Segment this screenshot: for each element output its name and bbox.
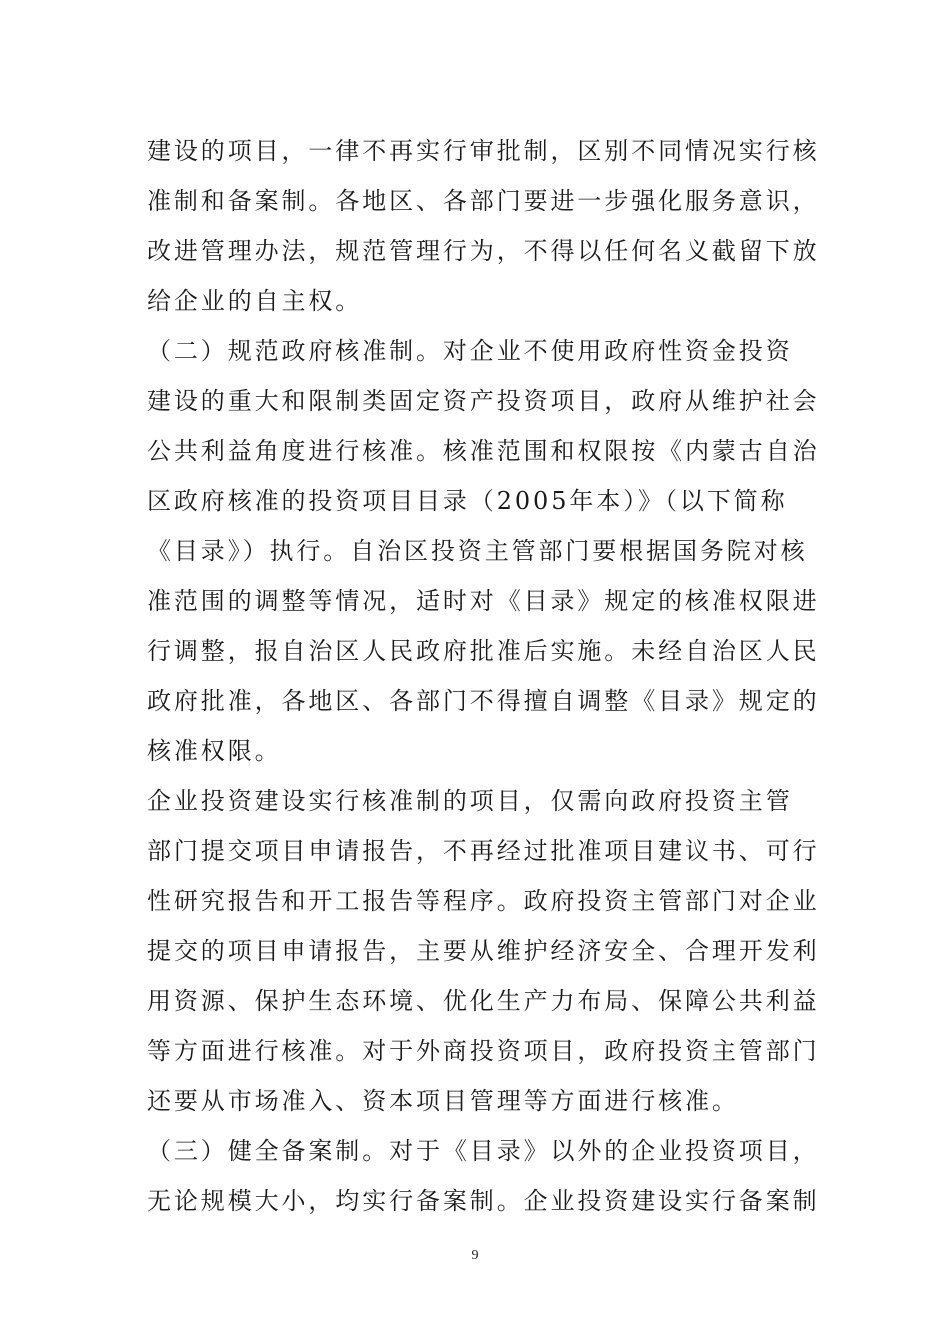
page-number: 9 (471, 1248, 479, 1263)
text-line: 给企业的自主权。 (147, 287, 363, 315)
text-line: 提交的项目申请报告，主要从维护经济安全、合理开发利 (147, 937, 820, 965)
text-line: 用资源、保护生态环境、优化生产力布局、保障公共利益 (147, 987, 820, 1015)
text-line: 等方面进行核准。对于外商投资项目，政府投资主管部门 (147, 1037, 820, 1065)
text-line: 还要从市场准入、资本项目管理等方面进行核准。 (147, 1087, 739, 1115)
text-line: 改进管理办法，规范管理行为，不得以任何名义截留下放 (147, 237, 820, 265)
body-text (147, 126, 820, 1226)
text-line: 性研究报告和开工报告等程序。政府投资主管部门对企业 (147, 887, 820, 915)
text-line: 建设的重大和限制类固定资产投资项目，政府从维护社会 (147, 387, 820, 415)
text-line: 政府批准，各地区、各部门不得擅自调整《目录》规定的 (147, 687, 820, 715)
text-line: （三）健全备案制。对于《目录》以外的企业投资项目， (147, 1137, 820, 1165)
text-line: 企业投资建设实行核准制的项目，仅需向政府投资主管 (147, 787, 793, 815)
text-line: 《目录》）执行。自治区投资主管部门要根据国务院对核 (147, 537, 808, 565)
text-line: 无论规模大小，均实行备案制。企业投资建设实行备案制 (147, 1187, 820, 1215)
text-line: 区政府核准的投资项目目录（2005年本）》（以下简称 (147, 487, 788, 515)
text-line: 准范围的调整等情况，适时对《目录》规定的核准权限进 (147, 587, 820, 615)
text-line: 准制和备案制。各地区、各部门要进一步强化服务意识， (147, 187, 820, 215)
text-line: 部门提交项目申请报告，不再经过批准项目建议书、可行 (147, 837, 820, 865)
text-line: 建设的项目，一律不再实行审批制，区别不同情况实行核 (147, 137, 820, 165)
text-line: 公共利益角度进行核准。核准范围和权限按《内蒙古自治 (147, 437, 820, 465)
text-line: （二）规范政府核准制。对企业不使用政府性资金投资 (147, 337, 793, 365)
text-line: 核准权限。 (147, 737, 282, 765)
text-line: 行调整，报自治区人民政府批准后实施。未经自治区人民 (147, 637, 820, 665)
